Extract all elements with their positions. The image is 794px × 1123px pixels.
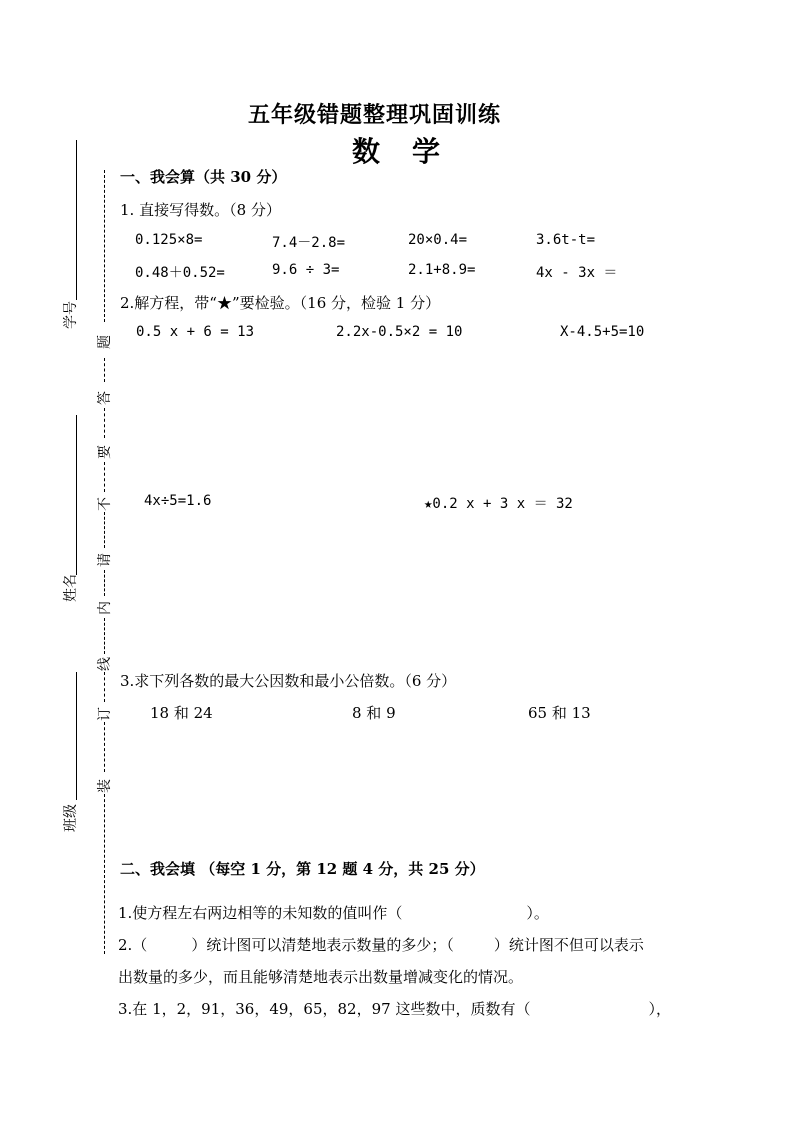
number-pair: 8 和 9 (352, 704, 396, 722)
seal-char: 不 (97, 497, 113, 511)
calc-item: 20×0.4= (408, 232, 468, 248)
section-2-heading: 二、我会填 （每空 1 分，第 12 题 4 分，共 25 分） (120, 860, 485, 878)
seal-line-4 (104, 462, 105, 492)
equation: 4x÷5=1.6 (144, 493, 212, 509)
fill-question-3-after: ）， (648, 1000, 671, 1018)
seal-char: 请 (97, 553, 113, 567)
name-line (76, 415, 77, 575)
calc-item: 0.48＋0.52= (135, 265, 225, 281)
equation: X-4.5+5=10 (560, 324, 645, 340)
question-1-label: 1. 直接写得数。（8 分） (120, 201, 281, 219)
page-title: 五年级错题整理巩固训练 (248, 102, 502, 128)
student-no-label: 学号 (63, 301, 79, 329)
calc-item: 4x - 3x ＝ (536, 265, 618, 281)
equation: 0.5 x + 6 = 13 (136, 324, 255, 340)
fill-question-1-after: ）。 (526, 904, 549, 922)
calc-item: 3.6t-t= (536, 232, 596, 248)
seal-char: 装 (97, 779, 113, 793)
seal-line-2 (104, 358, 105, 382)
seal-line-1 (104, 170, 105, 322)
fill-question-3-before: 3.在 1，2，91，36，49，65，82，97 这些数中，质数有（ (118, 1000, 531, 1018)
seal-line-8 (104, 672, 105, 702)
equation: 2.2x-0.5×2 = 10 (336, 324, 463, 340)
seal-char: 要 (97, 445, 113, 459)
seal-line-5 (104, 512, 105, 548)
fill-question-2 (118, 934, 644, 955)
subject-title: 数 学 (352, 135, 443, 168)
fill-question-2-line2: 出数量的多少，而且能够清楚地表示出数量增减变化的情况。 (118, 968, 524, 986)
class-label: 班级 (63, 804, 79, 832)
seal-line-9 (104, 722, 105, 772)
fill-question-2-a: 2.（ (118, 936, 148, 954)
fill-question-3 (118, 998, 671, 1019)
question-2-label: 2.解方程，带“★”要检验。（16 分，检验 1 分） (120, 294, 441, 312)
seal-char: 订 (97, 707, 113, 721)
calc-item: 2.1+8.9= (408, 262, 476, 278)
seal-char: 内 (97, 601, 113, 615)
fill-question-1 (118, 902, 549, 923)
seal-line-3 (104, 408, 105, 438)
calc-item: 0.125×8= (135, 232, 203, 248)
fill-question-1-before: 1.使方程左右两边相等的未知数的值叫作（ (118, 904, 403, 922)
number-pair: 18 和 24 (150, 704, 213, 722)
seal-line-10 (104, 794, 105, 954)
seal-char: 线 (97, 657, 113, 671)
section-1-heading: 一、我会算（共 30 分） (120, 168, 287, 186)
number-pair: 65 和 13 (528, 704, 591, 722)
seal-char: 答 (97, 391, 113, 405)
fill-question-2-c: ）统计图不但可以表示 (493, 936, 644, 954)
student-no-line (76, 140, 77, 300)
calc-item: 7.4－2.8= (272, 235, 346, 251)
calc-item: 9.6 ÷ 3= (272, 262, 340, 278)
seal-line-7 (104, 618, 105, 654)
equation: ★0.2 x + 3 x ＝ 32 (424, 496, 573, 512)
question-3-label: 3.求下列各数的最大公因数和最小公倍数。（6 分） (120, 672, 457, 690)
seal-char: 题 (97, 335, 113, 349)
name-label: 姓名 (63, 574, 79, 602)
class-line (76, 672, 77, 800)
seal-line-6 (104, 570, 105, 596)
fill-question-2-b: ）统计图可以清楚地表示数量的多少；（ (191, 936, 454, 954)
